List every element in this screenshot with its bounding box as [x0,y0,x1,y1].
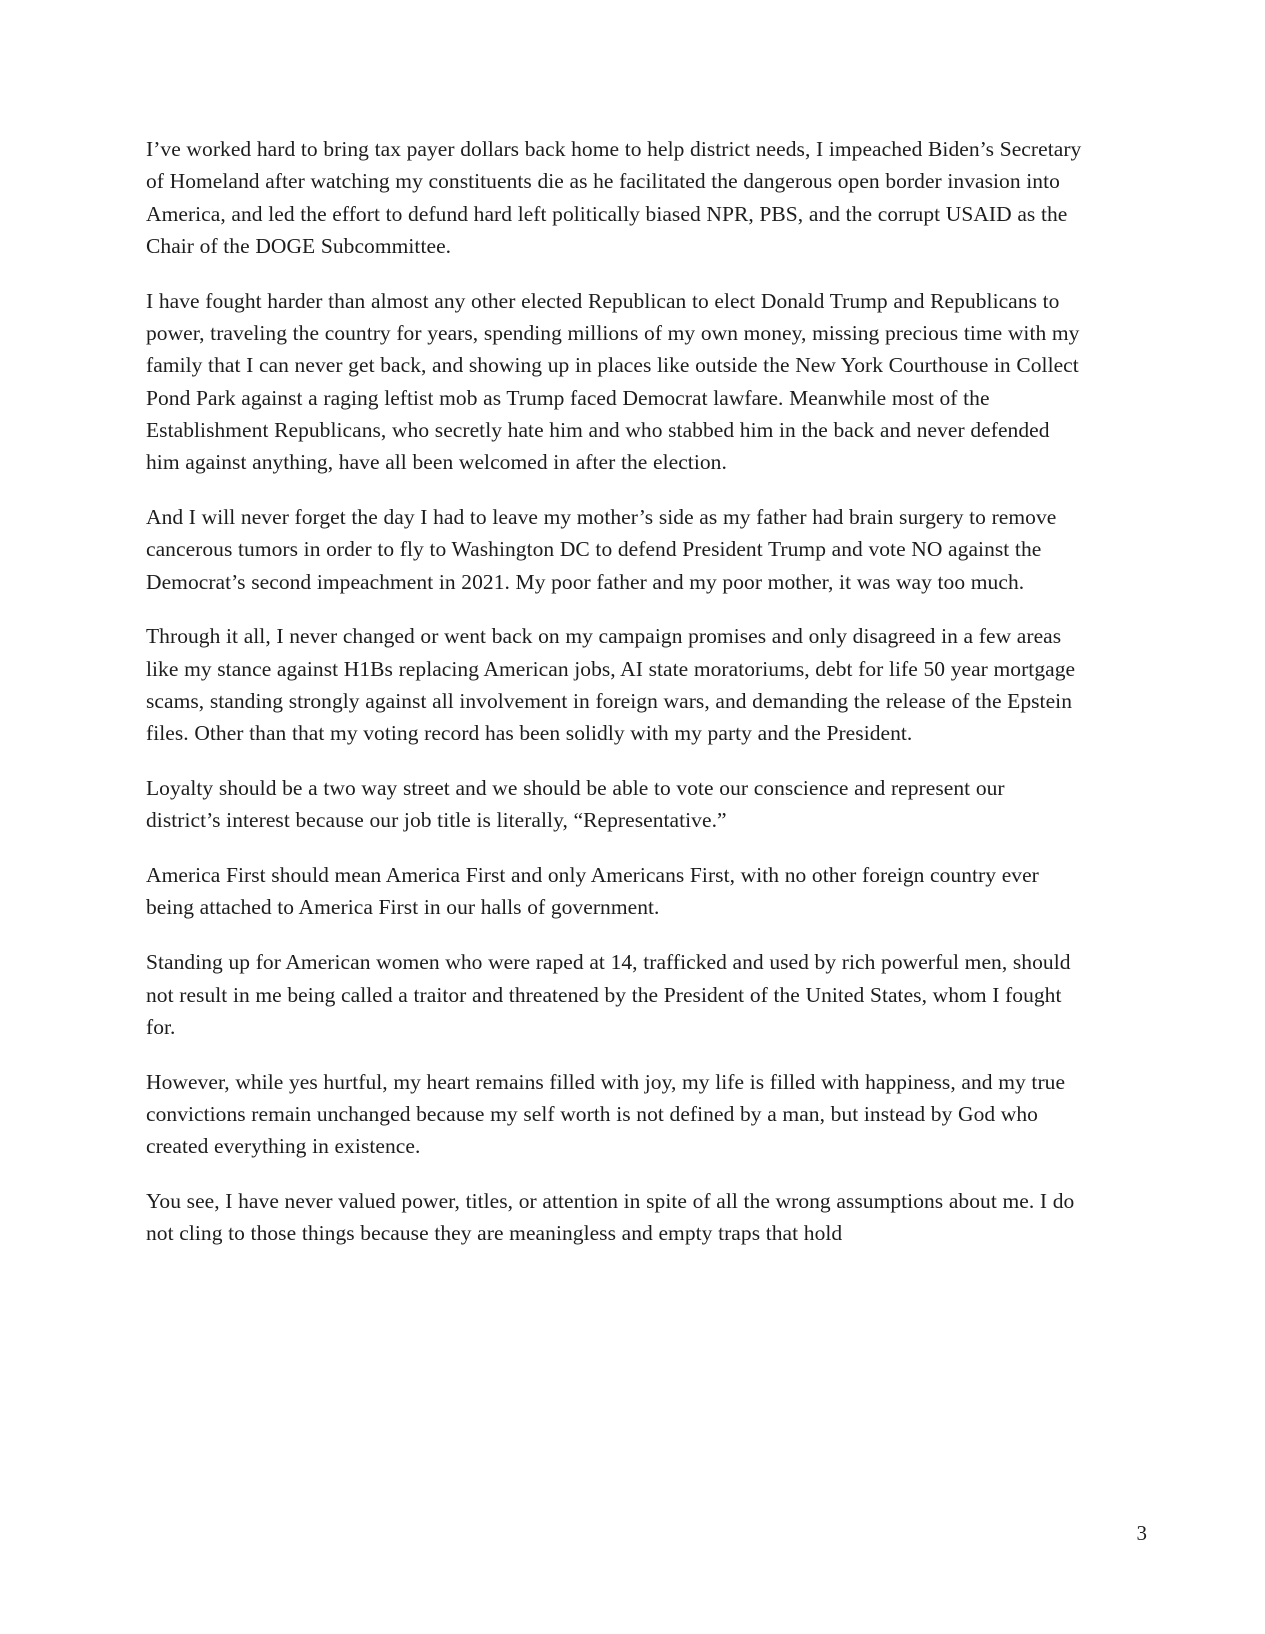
paragraph: Standing up for American women who were raped at 14, trafficked and used by rich powerful men, should not result in me being called a traitor and threatened by the President of the United States, whom I fought for. [146,950,1071,1039]
paragraph: Loyalty should be a two way street and we should be able to vote our conscience and represent our district’s interest because our job title is literally, “Representative.” [146,776,1005,833]
paragraph: I have fought harder than almost any other elected Republican to elect Donald Trump and Republicans to power, traveling the country for years, spending millions of my own money, missing precious time with my family that I can never get back, and showing up in places like outside the New York Courthouse in Collect Pond Park against a raging leftist mob as Trump faced Democrat lawfare. Meanwhile most of the Establishment Republicans, who secretly hate him and who stabbed him in the back and never defended him against anything, have all been welcomed in after the election. [146,288,1080,475]
paragraph: I’ve worked hard to bring tax payer dollars back home to help district needs, I impeached Biden’s Secretary of Homeland after watching my constituents die as he facilitated the dangerous open border invasion into America, and led the effort to defund hard left politically biased NPR, PBS, and the corrupt USAID as the Chair of the DOGE Subcommittee. [146,137,1082,258]
paragraph: You see, I have never valued power, titles, or attention in spite of all the wrong assumptions about me. I do not cling to those things because they are meaningless and empty traps that hold [146,1189,1075,1246]
paragraph: However, while yes hurtful, my heart remains filled with joy, my life is filled with happiness, and my true convictions remain unchanged because my self worth is not defined by a man, but instead by God who created everything in existence. [146,1069,1066,1159]
paragraph: Through it all, I never changed or went back on my campaign promises and only disagreed in a few areas like my stance against H1Bs replacing American jobs, AI state moratoriums, debt for life 50 year mortgage scams, standing strongly against all involvement in foreign wars, and demanding the release of the Epstein files. Other than that my voting record has been solidly with my party and the President. [146,624,1076,746]
document-body [146,133,1082,1250]
paragraph: America First should mean America First and only Americans First, with no other foreign country ever being attached to America First in our halls of government. [146,863,1039,920]
paragraph: And I will never forget the day I had to leave my mother’s side as my father had brain surgery to remove cancerous tumors in order to fly to Washington DC to defend President Trump and vote NO against the Democrat’s second impeachment in 2021. My poor father and my poor mother, it was way too much. [146,504,1057,594]
page-number: 3 [1136,1521,1147,1545]
